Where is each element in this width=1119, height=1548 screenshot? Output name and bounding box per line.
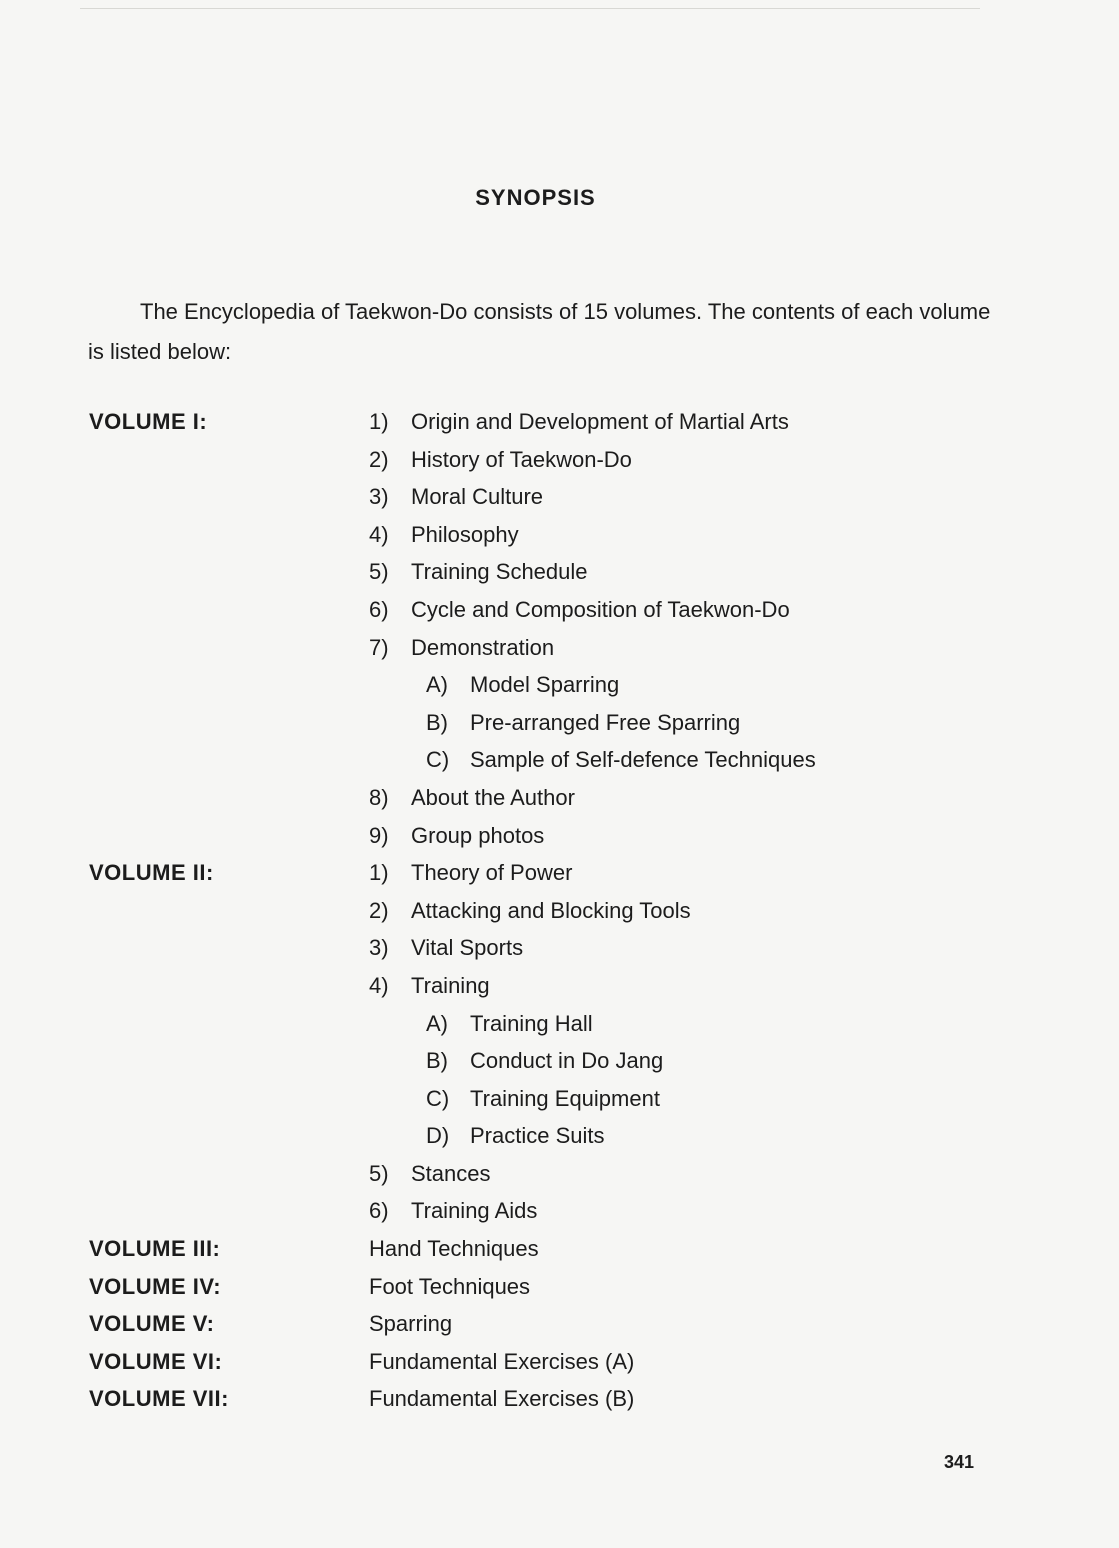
subitem-letter: A) <box>426 1010 448 1036</box>
toc-row <box>0 516 1119 554</box>
item-title: History of Taekwon-Do <box>411 446 632 472</box>
item-number: 6) <box>369 596 389 622</box>
item-title: Philosophy <box>411 521 519 547</box>
toc-row <box>0 817 1119 855</box>
contents-item <box>369 1192 537 1230</box>
subitem-title: Pre-arranged Free Sparring <box>470 709 741 735</box>
contents-subitem <box>426 704 740 742</box>
volume-label: VOLUME VII: <box>89 1386 229 1412</box>
toc-row <box>0 1155 1119 1193</box>
subitem-title: Practice Suits <box>470 1123 605 1149</box>
toc-row <box>0 629 1119 667</box>
item-number: 5) <box>369 1160 389 1186</box>
volume-label: VOLUME I: <box>89 409 208 434</box>
item-number: 7) <box>369 634 389 660</box>
subitem-letter: D) <box>426 1123 450 1149</box>
toc-row <box>0 1080 1119 1118</box>
toc-row <box>0 1005 1119 1043</box>
item-number: 3) <box>369 935 389 961</box>
toc-row <box>0 441 1119 479</box>
contents-item <box>369 441 632 479</box>
item-title: Demonstration <box>411 634 555 660</box>
contents-item <box>369 1155 491 1193</box>
toc-row <box>0 1230 1119 1268</box>
volume-contents-list <box>0 403 1119 1418</box>
contents-item <box>369 591 790 629</box>
toc-row <box>0 1343 1119 1381</box>
subitem-title: Conduct in Do Jang <box>470 1048 664 1074</box>
item-number: 5) <box>369 559 389 585</box>
contents-item <box>369 403 789 441</box>
item-number: 1) <box>369 409 389 434</box>
subitem-letter: B) <box>426 709 448 735</box>
toc-row <box>0 854 1119 892</box>
toc-row <box>0 591 1119 629</box>
item-title: Stances <box>411 1160 491 1186</box>
subitem-title: Model Sparring <box>470 672 620 698</box>
item-number: 4) <box>369 972 389 998</box>
subitem-letter: B) <box>426 1048 448 1074</box>
toc-row <box>0 929 1119 967</box>
volume-content: Sparring <box>369 1311 453 1337</box>
volume-label: VOLUME VI: <box>89 1348 223 1374</box>
subitem-title: Training Hall <box>470 1010 593 1036</box>
contents-item <box>369 779 575 817</box>
toc-row <box>0 1042 1119 1080</box>
item-title: Cycle and Composition of Taekwon-Do <box>411 596 790 622</box>
subitem-letter: C) <box>426 1085 450 1111</box>
scan-edge-line <box>80 8 980 9</box>
subitem-letter: C) <box>426 747 450 773</box>
contents-item <box>369 929 523 967</box>
toc-row <box>0 666 1119 704</box>
page-number: 341 <box>944 1452 975 1472</box>
contents-item <box>369 967 490 1005</box>
item-number: 1) <box>369 860 389 886</box>
contents-subitem <box>426 741 816 779</box>
toc-row <box>0 478 1119 516</box>
item-number: 8) <box>369 784 389 810</box>
toc-row <box>0 1117 1119 1155</box>
toc-row <box>0 1380 1119 1418</box>
item-title: Theory of Power <box>411 860 573 886</box>
item-title: Training Schedule <box>411 559 588 585</box>
item-title: Training <box>411 972 490 998</box>
toc-row <box>0 779 1119 817</box>
item-title: About the Author <box>411 784 575 810</box>
subitem-letter: A) <box>426 672 448 698</box>
contents-item <box>369 553 588 591</box>
contents-subitem <box>426 1042 663 1080</box>
toc-row <box>0 1305 1119 1343</box>
toc-row <box>0 704 1119 742</box>
item-number: 9) <box>369 822 389 848</box>
contents-subitem <box>426 666 619 704</box>
item-title: Attacking and Blocking Tools <box>411 897 691 923</box>
toc-row <box>0 892 1119 930</box>
contents-item <box>369 629 554 667</box>
toc-row <box>0 553 1119 591</box>
item-number: 2) <box>369 897 389 923</box>
contents-subitem <box>426 1005 593 1043</box>
page-title: SYNOPSIS <box>475 185 596 210</box>
volume-content: Foot Techniques <box>369 1273 531 1299</box>
volume-content: Fundamental Exercises (A) <box>369 1348 635 1374</box>
item-title: Vital Sports <box>411 935 524 961</box>
toc-row <box>0 741 1119 779</box>
item-title: Moral Culture <box>411 484 544 510</box>
volume-content: Hand Techniques <box>369 1236 539 1262</box>
item-title: Origin and Development of Martial Arts <box>411 409 789 434</box>
toc-row <box>0 1268 1119 1306</box>
toc-row <box>0 403 1119 441</box>
toc-row <box>0 1192 1119 1230</box>
item-title: Training Aids <box>411 1198 538 1224</box>
item-title: Group photos <box>411 822 545 848</box>
volume-label: VOLUME V: <box>89 1311 215 1337</box>
subitem-title: Sample of Self-defence Techniques <box>470 747 816 773</box>
contents-item <box>369 478 543 516</box>
volume-label: VOLUME III: <box>89 1236 221 1262</box>
intro-paragraph: The Encyclopedia of Taekwon-Do consists of 15 volumes. The contents of each volume is listed below: <box>88 299 991 364</box>
toc-row <box>0 967 1119 1005</box>
subitem-title: Training Equipment <box>470 1085 660 1111</box>
contents-subitem <box>426 1080 660 1118</box>
contents-item <box>369 854 572 892</box>
volume-label: VOLUME II: <box>89 860 214 886</box>
contents-item <box>369 817 544 855</box>
item-number: 3) <box>369 484 389 510</box>
volume-label: VOLUME IV: <box>89 1273 222 1299</box>
item-number: 6) <box>369 1198 389 1224</box>
contents-item <box>369 892 691 930</box>
contents-subitem <box>426 1117 605 1155</box>
item-number: 2) <box>369 446 389 472</box>
contents-item <box>369 516 519 554</box>
volume-content: Fundamental Exercises (B) <box>369 1386 635 1412</box>
item-number: 4) <box>369 521 389 547</box>
